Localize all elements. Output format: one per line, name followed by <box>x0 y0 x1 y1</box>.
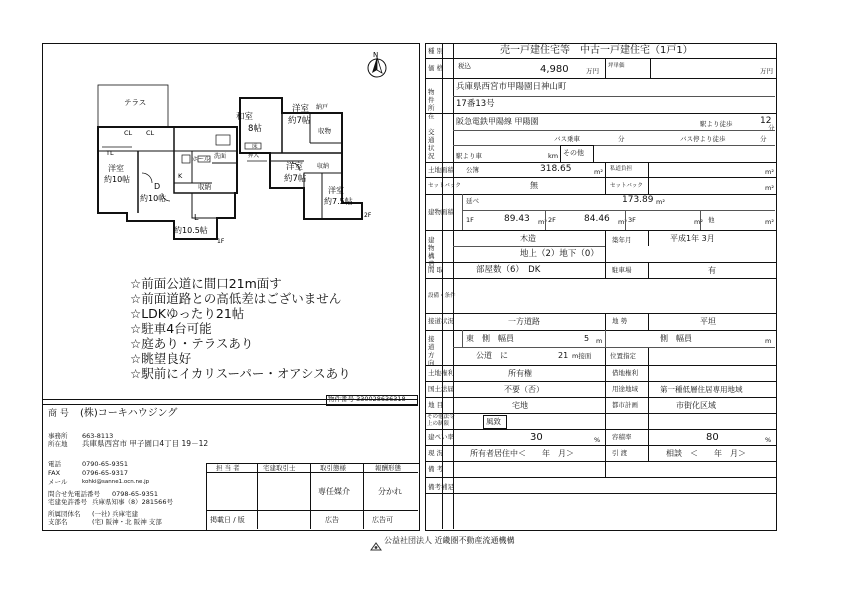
plan-terrace: テラス <box>124 98 147 107</box>
plan-room-3-name: L <box>194 213 199 222</box>
registration-value: 兵庫県知事（8）281566号 <box>92 498 173 506</box>
position-designation-label: 位置指定 <box>610 352 636 360</box>
address-label: 所在地 <box>48 440 68 448</box>
land-area-value: 318.65 <box>540 164 572 174</box>
plan-label-storage1: 収納 <box>198 183 211 191</box>
plan-room-3-size: 約10.5帖 <box>174 226 208 235</box>
floor2-unit: m² <box>618 218 627 226</box>
km-unit: km <box>548 152 559 160</box>
road-direction-label: 接道方向 <box>428 335 435 367</box>
plan-room-4-name: 和室 <box>236 112 254 122</box>
contact-value: 0798-65-9351 <box>112 490 159 498</box>
plan-room-5-name: 洋室 <box>292 104 310 114</box>
mail-value: kohki@sanne1.ocn.ne.jp <box>82 479 150 485</box>
setback-area-unit: m² <box>765 184 774 192</box>
from-station-car: 駅より車 <box>456 152 482 160</box>
category-value: 売一戸建住宅等 中古一戸建住宅（1戸1） <box>500 45 693 56</box>
price-unit: 万円 <box>586 67 599 75</box>
coverage-label: 建ぺい率 <box>428 433 454 441</box>
built-label: 築年月 <box>612 236 632 244</box>
parking-value: 有 <box>708 266 716 275</box>
other-floor-unit: m² <box>765 218 774 226</box>
plan-label-cl2: CL <box>146 129 155 137</box>
walk-value: 12 <box>760 116 772 126</box>
plan-label-oshiire: 押入 <box>248 153 260 159</box>
layout-value: 部屋数（6） DK <box>476 265 541 275</box>
license-value: 663-8113 <box>82 432 114 440</box>
address-value: 兵庫県西宮市 甲子園口4丁目 19－12 <box>82 439 209 448</box>
plan-room-7-size: 約7.5帖 <box>324 197 353 206</box>
structure-value: 木造 <box>520 234 536 243</box>
remarks-extra-label: 備考補足 <box>428 483 454 491</box>
feature-3: ☆LDKゆったり21帖 <box>130 306 245 321</box>
total-area-unit: m² <box>656 198 665 206</box>
location-line2: 17番13号 <box>456 99 495 109</box>
floor3-label: 3F <box>628 216 636 224</box>
trade-name-label: 商 号 <box>48 409 69 419</box>
posting-date-label: 掲載日 / 版 <box>210 516 245 524</box>
plan-label-cl1: CL <box>124 129 133 137</box>
price-tax: 税込 <box>458 62 471 70</box>
floor-plan <box>42 43 418 253</box>
lease-label: 借地権利 <box>612 369 638 377</box>
floor-area-ratio-label: 容積率 <box>612 433 632 441</box>
plan-label-storage3: 収納 <box>317 163 330 170</box>
tel-label: 電話 <box>48 460 61 468</box>
staff-header-4: 報酬形態 <box>375 464 401 472</box>
road-direction2-value: 側 幅員 <box>660 334 692 343</box>
walk-label: 駅より徒歩 <box>700 120 733 128</box>
floor1-label: 1F <box>466 216 474 224</box>
terrain-label: 地 勢 <box>612 317 628 325</box>
city-plan-value: 市街化区域 <box>676 401 716 410</box>
staff-header-2: 宅建取引士 <box>263 464 296 472</box>
other-label: その他 <box>563 149 584 157</box>
floors-value: 地上（2）地下（0） <box>520 249 599 259</box>
land-rights-value: 所有権 <box>508 369 532 378</box>
road-width-unit: m <box>596 337 603 345</box>
road-direction-value: 東 側 幅員 <box>466 334 514 343</box>
plan-room-5-size: 約7帖 <box>288 116 311 126</box>
traffic-label: 交通状況 <box>428 128 435 160</box>
tel-value: 0790-65-9351 <box>82 460 129 468</box>
busstop-label: バス停より徒歩 <box>680 135 726 143</box>
total-area-value: 173.89 <box>622 195 654 205</box>
feature-1: ☆前面公道に間口21m面す <box>130 276 282 291</box>
feature-4: ☆駐車4台可能 <box>130 321 212 336</box>
road-width-value: 5 <box>584 334 590 343</box>
document-number: 物件番号 330028636318 <box>328 395 406 403</box>
built-value: 平成1年 3月 <box>670 234 715 243</box>
plan-room-7-name: 洋室 <box>328 186 344 195</box>
tsubo-label: 坪単価 <box>608 63 625 69</box>
bus-unit: 分 <box>618 135 625 143</box>
mail-label: メール <box>48 478 68 486</box>
road-label: 接道状況 <box>428 317 454 325</box>
feature-6: ☆眺望良好 <box>130 351 192 366</box>
terrain-value: 平坦 <box>700 317 716 326</box>
tsubo-unit: 万円 <box>760 67 773 75</box>
building-area-label: 建物面積 <box>428 208 454 216</box>
location-line1: 兵庫県西宮市甲陽園日神山町 <box>456 82 567 92</box>
advertising-value: 広告可 <box>372 516 393 524</box>
plan-room-2-name: D <box>154 182 161 191</box>
price-value: 4,980 <box>540 64 569 75</box>
road-width2-unit: m <box>765 337 772 345</box>
floor-area-ratio-value: 80 <box>706 432 719 443</box>
equipment-label: 設備・条件 <box>428 293 456 299</box>
location-label: 物件所在 <box>428 88 435 120</box>
coverage-value: 30 <box>530 432 543 443</box>
status-label: 現 況 <box>428 449 444 457</box>
north-label: N <box>373 51 379 59</box>
zoning-value: 第一種低層住居専用地域 <box>660 385 743 394</box>
plan-room-2-size: 約10帖 <box>140 194 167 203</box>
land-category-value: 宅地 <box>512 401 528 410</box>
frontage-value: 21 <box>558 351 569 360</box>
remarks-label: 備 考 <box>428 465 444 473</box>
setback-label: セットバック <box>428 183 461 189</box>
north-arrow-icon <box>368 57 386 77</box>
fax-label: FAX <box>48 469 61 477</box>
busstop-unit: 分 <box>760 135 767 143</box>
license-label: 事務所 <box>48 432 68 440</box>
association-label: 所属団体名 <box>48 510 81 518</box>
total-area-prefix: 延べ <box>466 197 479 205</box>
handover-value: 相談 ＜ 年 月＞ <box>666 449 746 458</box>
land-area-label: 土地面積 <box>428 166 454 174</box>
floor1-value: 89.43 <box>504 214 530 224</box>
walk-unit: 分 <box>768 124 775 132</box>
private-road-unit: m² <box>765 168 774 176</box>
zoning-label: 用途地域 <box>612 385 638 393</box>
frontage-unit: m接面 <box>572 352 592 360</box>
floor3-unit: m² <box>694 218 703 226</box>
structure-label: 建物構造 <box>428 236 435 268</box>
layout-label: 間 取 <box>428 266 444 274</box>
plan-room-1-name: 洋室 <box>108 164 124 173</box>
land-category-label: 地 目 <box>428 401 444 409</box>
plan-label-1f: 1F <box>217 238 225 245</box>
plan-label-tl: TL <box>106 149 114 157</box>
registration-label: 宅建免許番号 <box>48 498 87 506</box>
public-road-value: 公道 に <box>476 351 508 360</box>
fee-type: 分かれ <box>378 487 402 496</box>
land-area-type: 公簿 <box>466 166 479 174</box>
branch-label: 支部名 <box>48 518 68 526</box>
plan-label-hall: ホール <box>192 156 210 163</box>
category-label: 種 別 <box>428 47 444 55</box>
association-value: (一社) 兵庫宅建 <box>92 510 139 518</box>
legal-limits-value: 風致 <box>486 417 501 426</box>
feature-5: ☆庭あり・テラスあり <box>130 336 254 351</box>
staff-header-1: 担 当 者 <box>216 464 240 472</box>
feature-7: ☆駅前にイカリスーパー・オアシスあり <box>130 366 351 381</box>
plan-room-6-name: 洋室 <box>286 162 304 172</box>
plan-label-closet: 納戸 <box>316 104 329 111</box>
floor-area-ratio-unit: % <box>765 436 772 444</box>
plan-room-1-size: 約10帖 <box>104 175 131 184</box>
feature-2: ☆前面道路との高低差はございません <box>130 291 342 306</box>
floor2-value: 84.46 <box>584 214 610 224</box>
land-area-unit: m² <box>594 168 603 176</box>
national-law-label: 国土法届 <box>428 385 454 393</box>
contact-label: 問合せ先電話番号 <box>48 490 100 498</box>
staff-header-3: 取引態様 <box>320 464 346 472</box>
floor2-label: 2F <box>548 216 556 224</box>
setback-area-label: セットバック <box>610 183 643 189</box>
legal-limits-label: その他法令上の制限 <box>427 414 455 427</box>
plan-label-washroom: 洗面 <box>214 153 227 160</box>
trade-name: (株)コーキハウジング <box>80 408 178 419</box>
land-rights-label: 土地権利 <box>428 369 454 377</box>
private-road-label: 私道負担 <box>610 166 633 172</box>
transaction-type: 専任媒介 <box>318 487 350 496</box>
city-plan-label: 都市計画 <box>612 401 638 409</box>
parking-label: 駐車場 <box>612 266 632 274</box>
setback-value: 無 <box>530 181 538 190</box>
advertising-label: 広告 <box>325 516 339 524</box>
status-value: 所有者居住中＜ 年 月＞ <box>470 449 574 458</box>
plan-label-storage2: 収物 <box>318 127 331 135</box>
other-floor-label: 他 <box>708 216 715 224</box>
coverage-unit: % <box>594 436 601 444</box>
price-label: 価 格 <box>428 64 444 72</box>
plan-room-6-size: 約7帖 <box>284 174 307 184</box>
floor1-unit: m² <box>538 218 547 226</box>
plan-room-4-size: 8帖 <box>248 124 262 134</box>
road-value: 一方道路 <box>508 317 540 326</box>
plan-label-k: K <box>178 172 183 180</box>
national-law-value: 不要（否） <box>504 385 544 394</box>
handover-label: 引 渡 <box>612 449 628 457</box>
branch-value: (宅) 阪神・北 阪神 支部 <box>92 518 162 526</box>
plan-label-floor: 床 <box>252 144 258 150</box>
footer-organization: 公益社団法人 近畿圏不動産流通機構 <box>384 536 515 545</box>
fax-value: 0796-65-9317 <box>82 469 129 477</box>
station-value: 阪急電鉄甲陽線 甲陽園 <box>456 117 539 126</box>
bus-label: バス乗車 <box>554 135 580 143</box>
organization-logo-icon <box>370 536 382 545</box>
plan-label-2f: 2F <box>364 212 372 219</box>
